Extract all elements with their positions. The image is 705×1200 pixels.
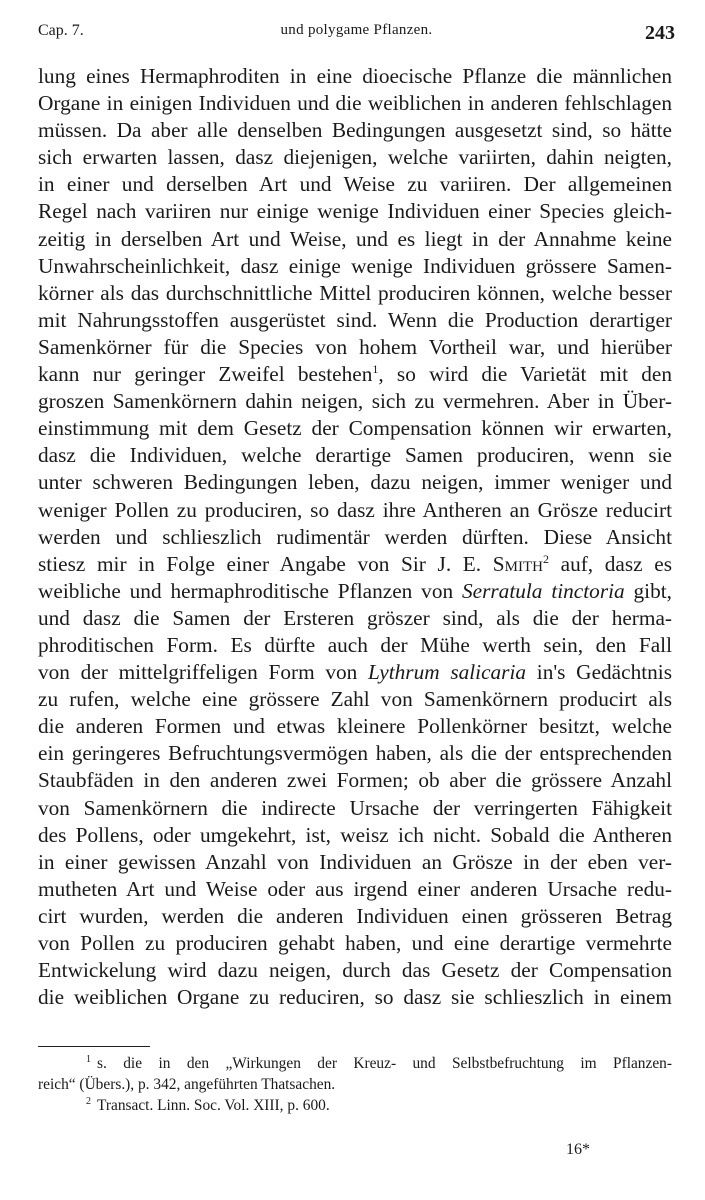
page-number: 243 [645,22,675,44]
text-line: Regel nach variiren nur einige wenige Individuen einer Species gleich- [38,199,672,224]
signature-mark: 16* [566,1141,590,1158]
text-segment: von der mittelgriffeligen Form von [38,660,358,685]
footnote-text: Transact. Linn. Soc. Vol. XIII, p. 600. [97,1097,330,1114]
footnotes [38,1053,672,1116]
text-line: sich erwarten lassen, dasz diejenigen, welche variirten, dahin neigten, [38,145,672,170]
text-line: lung eines Hermaphroditen in eine dioecische Pflanze die männlichen [38,64,672,88]
text-line: müssen. Da aber alle denselben Bedingungen ausgesetzt sind, so hätte [38,118,672,143]
text-segment: , so wird die Varietät mit den [378,362,672,387]
text-line: und dasz die Samen der Ersteren gröszer sind, als die der herma- [38,605,672,630]
text-line: phroditischen Form. Es dürfte auch der Mühe werth sein, den Fall [38,632,672,657]
text-line: in einer gewissen Anzahl von Individuen an Grösze in der eben ver- [38,849,672,874]
text-segment: gibt, [624,578,672,603]
text-line: unter schweren Bedingungen leben, dazu neigen, immer weniger und [38,470,672,495]
text-line: von Samenkörnern die indirecte Ursache der verringerten Fähigkeit [38,795,672,820]
text-line: dasz die Individuen, welche derartige Samen produciren, wenn sie [38,443,672,468]
chapter-label: Cap. 7. [38,22,84,39]
text-line: weniger Pollen zu produciren, so dasz ihre Antheren an Grösze reducirt [38,497,672,522]
footnote-line: reich“ (Übers.), p. 342, angeführten Thatsachen. [38,1076,336,1093]
text-line [38,659,672,686]
footnote-marker: 1 [86,1054,91,1065]
text-line: die weiblichen Organe zu reduciren, so dasz sie schlieszlich in einem [38,985,672,1010]
text-segment: stiesz mir in Folge einer Angabe von Sir J. E. [38,551,482,576]
text-line: ein geringeres Befruchtungsvermögen haben, als die der entsprechenden [38,741,672,766]
text-line [38,551,672,578]
footnote-divider [38,1046,150,1047]
footnote-marker: 2 [86,1096,91,1107]
text-line: des Pollens, oder umgekehrt, ist, weisz ich nicht. Sobald die Antheren [38,822,672,847]
text-segment: auf, dasz es [548,551,672,576]
text-line: mit Nahrungsstoffen ausgerüstet sind. Wenn die Production derartiger [38,307,672,332]
text-line: mutheten Art und Weise oder aus irgend einer anderen Ursache redu- [38,876,672,901]
text-line: Samenkörner für die Species von hohem Vortheil war, und hierüber [38,334,672,359]
body-text [38,63,672,1011]
text-line [38,361,672,388]
running-title: und polygame Pflanzen. [280,22,433,38]
author-name-smallcaps: Smith [492,551,543,576]
text-line: Staubfäden in den anderen zwei Formen; ob aber die grössere Anzahl [38,768,672,793]
footnote-2 [38,1095,672,1116]
text-line [38,578,672,605]
text-line: die anderen Formen und etwas kleinere Pollenkörner besitzt, welche [38,714,672,739]
text-line: körner als das durchschnittliche Mittel produciren können, welche besser [38,280,672,305]
text-line: Organe in einigen Individuen und die weiblichen in anderen fehlschlagen [38,91,672,116]
text-line: in einer und derselben Art und Weise zu variiren. Der allgemeinen [38,172,672,197]
text-line: zu rufen, welche eine grössere Zahl von Samenkörnern producirt als [38,687,672,712]
running-header [38,18,675,48]
text-line: cirt wurden, werden die anderen Individuen einen grösseren Betrag [38,903,672,928]
species-name-italic: Lythrum salicaria [368,660,527,685]
text-segment: kann nur geringer Zweifel bestehen [38,362,373,387]
text-line: zeitig in derselben Art und Weise, und es liegt in der Annahme keine [38,226,672,251]
text-line: werden und schlieszlich rudimentär werden dürften. Diese Ansicht [38,524,672,549]
footnote-ref-1[interactable]: 1 [372,362,379,377]
footnote-line [38,1095,672,1116]
footnote-text: s. die in den „Wirkungen der Kreuz- und Selbstbefruchtung im Pflanzen- [97,1055,672,1072]
text-segment: weibliche und hermaphroditische Pflanzen von [38,578,454,603]
text-line: groszen Samenkörnern dahin neigen, sich zu vermehren. Aber in Über- [38,389,672,414]
text-line: Entwickelung wird dazu neigen, durch das Gesetz der Compensation [38,958,672,983]
text-line: einstimmung mit dem Gesetz der Compensation können wir erwarten, [38,416,672,441]
text-line: von Pollen zu produciren gehabt haben, und eine derartige vermehrte [38,931,672,955]
species-name-italic: Serratula tinctoria [462,578,625,603]
footnote-ref-2[interactable]: 2 [542,551,549,566]
text-line: Unwahrscheinlichkeit, dasz einige wenige Individuen grössere Samen- [38,253,672,278]
text-segment: in's Gedächtnis [526,660,672,685]
footnote-1 [38,1053,672,1095]
footnote-line [38,1053,672,1074]
